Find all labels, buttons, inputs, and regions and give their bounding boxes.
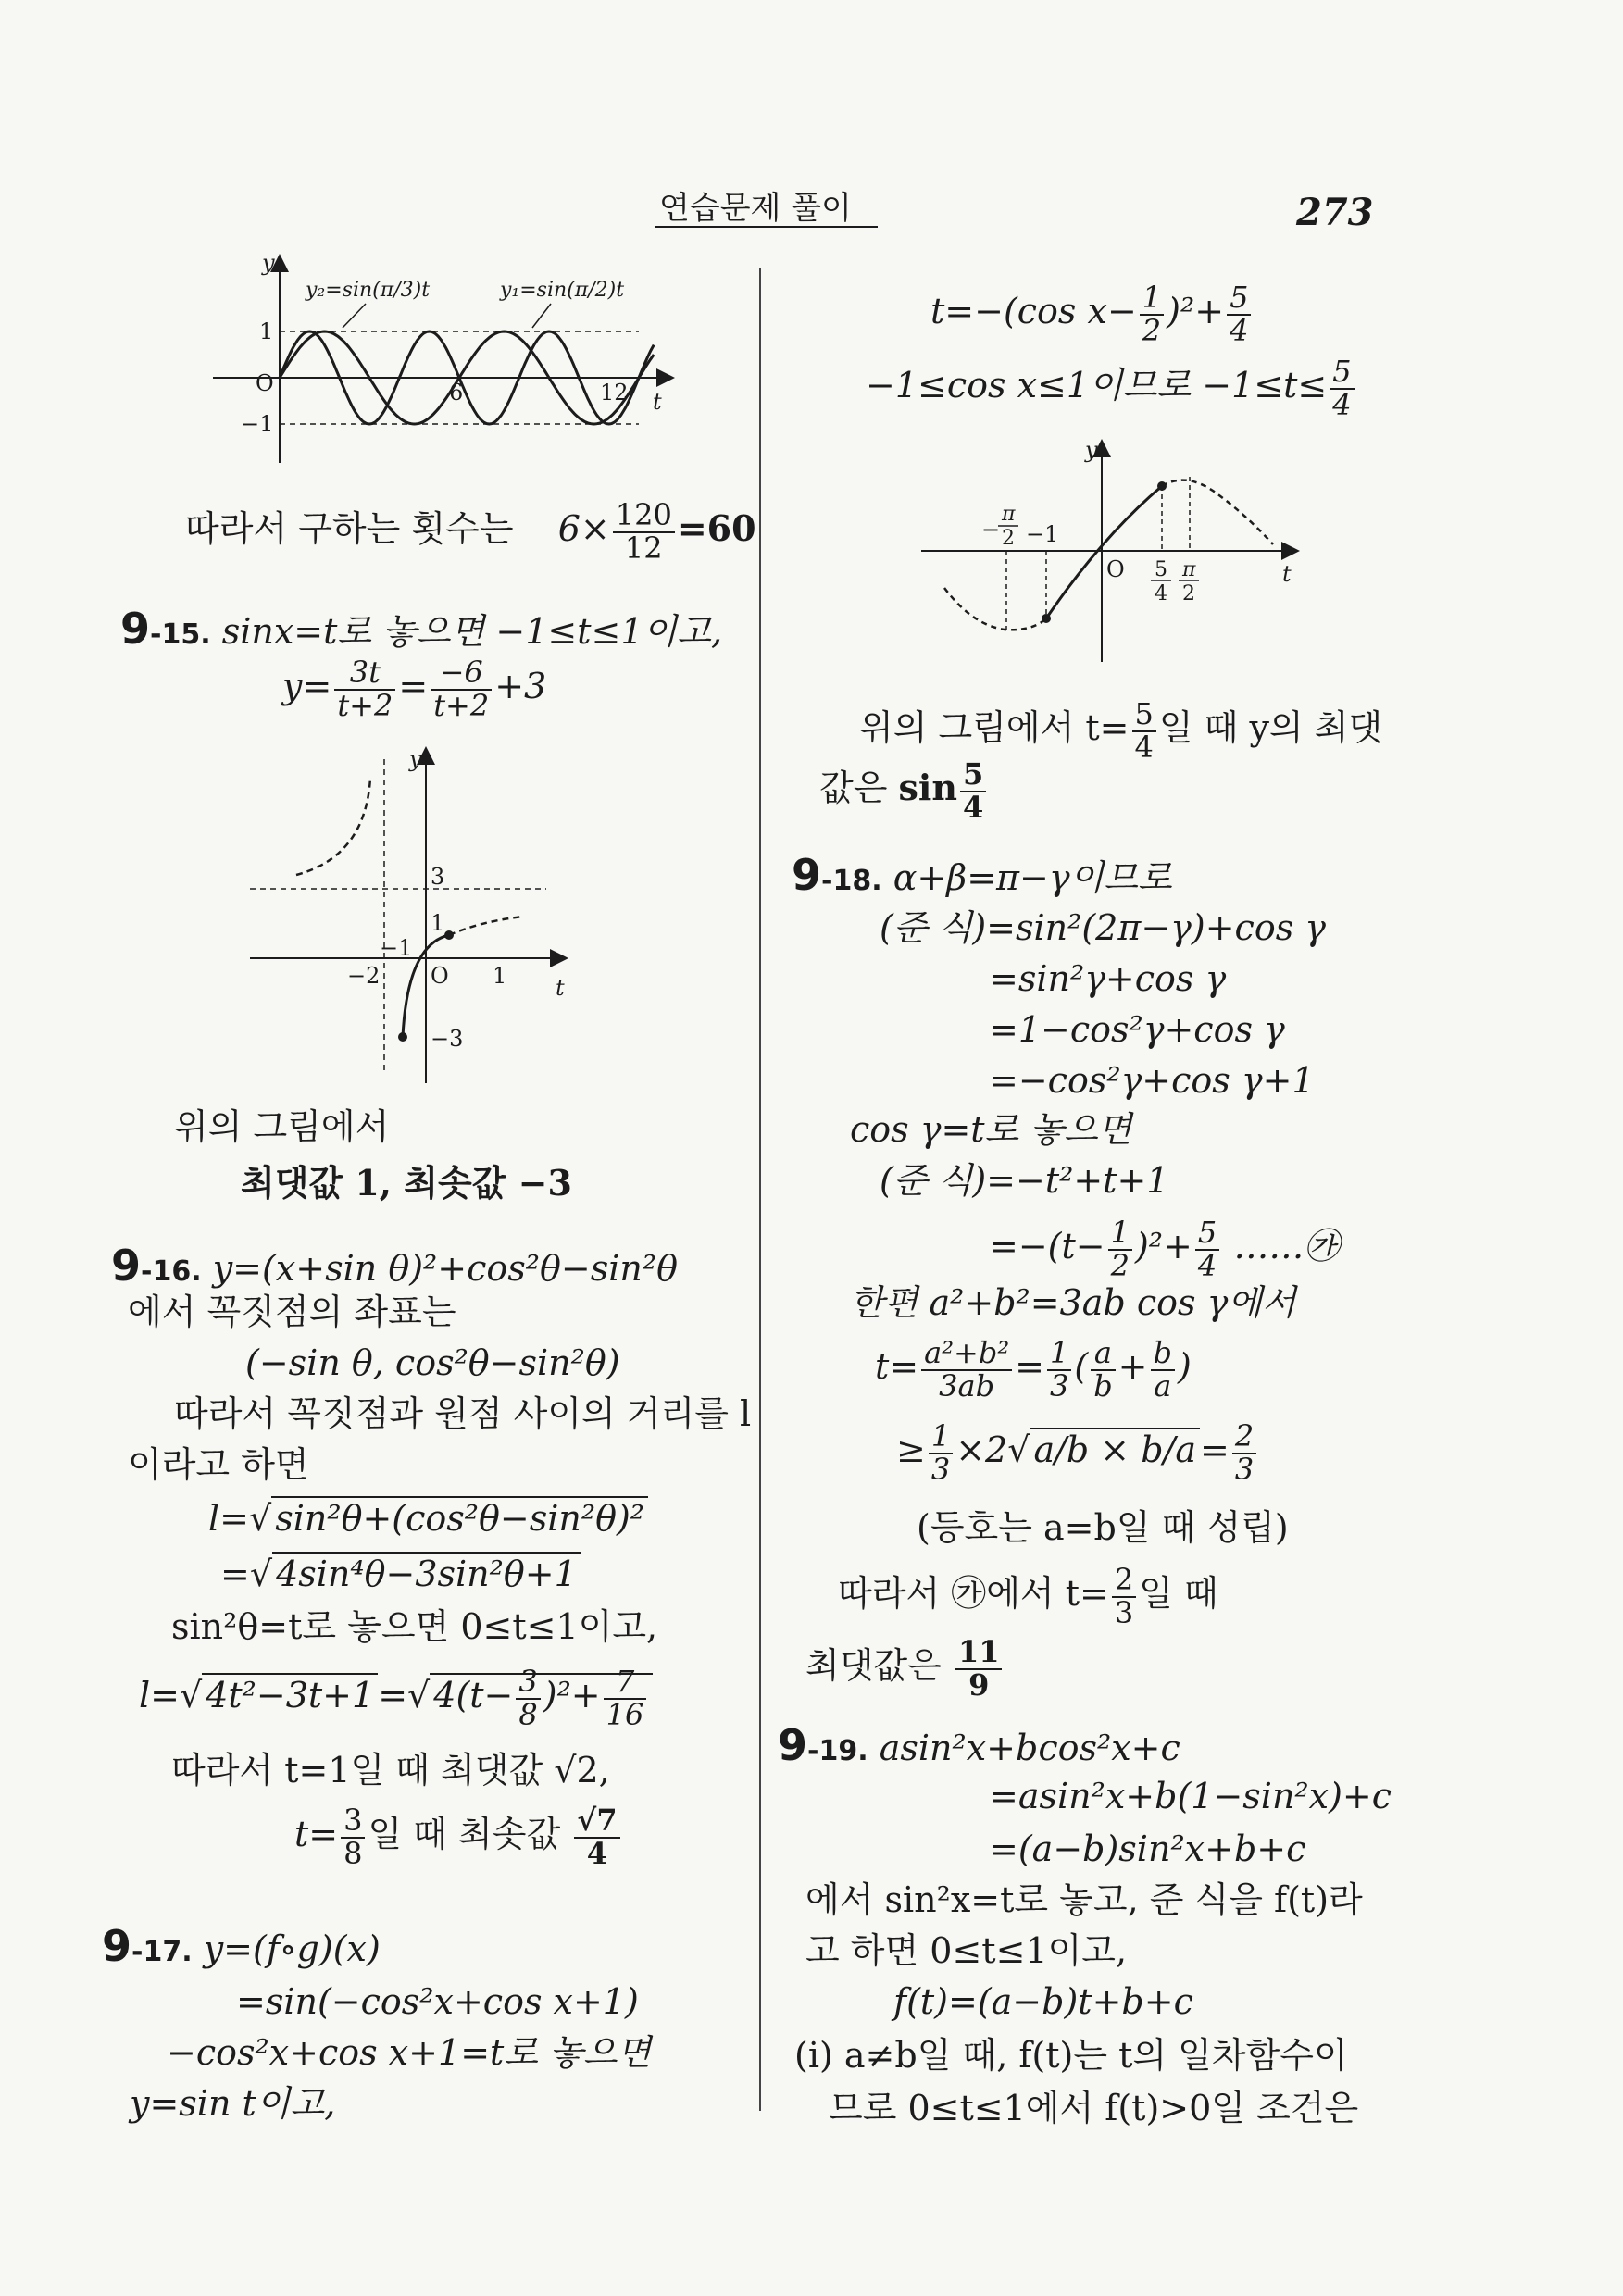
graph1-tick-6: 6 [449,380,464,406]
count-fraction: $\frac{120}{12}$ [613,500,675,564]
problem-9-18-l10: t= $\frac{\text{a²+b²}}{3ab}$ = $\frac{1}{3}$ ( $\frac{a}{b}$ + $\frac{b}{a}$ ) [875,1335,1192,1404]
problem-9-16-l2: =√ 4sin⁴θ−3sin²θ+1 [220,1554,581,1596]
problem-9-19-line6: f(t)=(a−b)t+b+c [893,1981,1193,2022]
problem-9-16-line3: (−sin θ, cos²θ−sin²θ) [245,1342,620,1383]
svg-text:−1: −1 [380,935,413,961]
problem-9-18-l13: 따라서 ㉮에서 t= $\frac{2}{3}$ 일 때 [838,1562,1218,1630]
svg-text:π: π [1002,503,1016,526]
svg-text:−2: −2 [347,963,381,989]
svg-text:y: y [1085,437,1098,463]
problem-9-18-line12: (등호는 a=b일 때 성립) [917,1507,1289,1548]
graph1-tick-12: 12 [600,380,629,406]
problem-9-18-line7: (준 식)=−t²+t+1 [880,1160,1169,1201]
problem-9-18-l14: 최댓값은 $\frac{11}{9}$ [805,1637,1005,1701]
svg-text:−1: −1 [1026,521,1059,547]
problem-9-16-line5: 이라고 하면 [128,1444,309,1485]
problem-9-15-fig-text: 위의 그림에서 [174,1106,390,1147]
problem-9-17-line4: y=sin t이고, [130,2083,336,2124]
page-number: 273 [1296,191,1374,234]
sine-wave-graph [204,250,685,463]
problem-9-17-r2: −1≤cos x≤1이므로 −1≤t≤ $\frac{5}{4}$ [866,356,1357,420]
graph1-label-y2: y₂=sin(π/3)t [306,279,431,302]
problem-9-17-line2: =sin(−cos²x+cos x+1) [236,1981,639,2022]
svg-text:1: 1 [431,910,445,936]
sine-dashed-right [1162,480,1273,544]
count-text: 따라서 구하는 횟수는 [185,508,514,550]
svg-text:2: 2 [1182,582,1195,605]
problem-9-18-line6: cos γ=t로 놓으면 [850,1109,1132,1150]
svg-text:O: O [431,963,449,989]
svg-text:2: 2 [1002,527,1015,550]
sine-solid [1046,486,1162,618]
header-underline [655,226,878,228]
problem-9-18-number: 9-18. [792,850,882,900]
problem-9-17-r3: 위의 그림에서 t= $\frac{5}{4}$ 일 때 y의 최댓 [859,696,1383,765]
problem-9-16-l11: t= $\frac{3}{8}$ 일 때 최솟값 $\frac{√7}{4}$ [294,1805,623,1869]
problem-9-19-line8: 므로 0≤t≤1에서 f(t)>0일 조건은 [829,2088,1359,2128]
graph1-t-label: t [653,389,662,415]
problem-9-16-l1: l=√ sin²θ+(cos²θ−sin²θ)² [208,1498,648,1541]
hyperbola-left-branch [296,778,370,875]
sine-dashed-left [944,588,1046,630]
hyperbola-right-branch-dashed [449,917,523,935]
svg-text:5: 5 [1155,558,1167,581]
svg-text:t: t [1282,561,1292,587]
problem-9-17-number: 9-17. [102,1921,193,1971]
problem-9-18-line1: 9-18. α+β=π−γ이므로 [792,850,1172,900]
problem-9-19-line3: =(a−b)sin²x+b+c [989,1828,1306,1869]
svg-text:−: − [981,517,1001,543]
problem-9-16-line1: 9-16. y=(x+sin θ)²+cos²θ−sin²θ [111,1241,678,1291]
column-divider [759,268,761,2111]
header-title: 연습문제 풀이 [659,190,852,227]
problem-9-16-line2: 에서 꼭짓점의 좌표는 [128,1292,456,1332]
svg-text:t: t [556,975,565,1001]
problem-9-19-line1: 9-19. asin²x+bcos²x+c [778,1720,1180,1770]
problem-9-18-line2: (준 식)=sin²(2π−γ)+cos γ [880,907,1326,948]
problem-9-16-line4: 따라서 꼭짓점과 원점 사이의 거리를 l [174,1393,752,1434]
svg-text:O: O [1106,556,1125,582]
problem-9-15-equation: y= $\frac{3t}{t+2}$ = $\frac{-6}{t+2}$ +3 [282,655,547,723]
problem-9-18-line3: =sin²γ+cos γ [989,958,1227,999]
problem-9-15-line1: 9-15. sinx=t로 놓으면 −1≤t≤1이고, [120,604,723,654]
svg-text:y: y [409,746,422,772]
problem-9-15-result: 최댓값 1, 최솟값 −3 [241,1162,572,1204]
problem-9-19-number: 9-19. [778,1720,868,1770]
graph1-origin: O [256,370,274,396]
problem-9-18-l11: ≥ $\frac{1}{3}$ ×2√ a/b × b/a = $\frac{2}{3}$ [896,1421,1259,1485]
count-result: =60 [677,507,756,550]
graph1-tick-neg1: −1 [241,411,274,437]
problem-9-19-line5: 고 하면 0≤t≤1이고, [805,1930,1128,1971]
problem-9-18-line9: 한편 a²+b²=3ab cos γ에서 [850,1282,1296,1323]
problem-9-16-line8: sin²θ=t로 놓으면 0≤t≤1이고, [171,1606,658,1647]
count-expr: 6× [557,508,610,550]
hyperbola-graph [241,741,574,1092]
problem-9-18-l8: =−(t− $\frac{1}{2}$ )²+ $\frac{5}{4}$ ……㉮ [989,1215,1340,1283]
problem-9-16-number: 9-16. [111,1241,202,1291]
problem-9-16-line10: 따라서 t=1일 때 최댓값 √2, [171,1750,610,1791]
svg-text:−3: −3 [431,1026,464,1052]
graph1-label-y1: y₁=sin(π/2)t [500,279,625,302]
problem-9-17-line1: 9-17. y=(f∘g)(x) [102,1921,381,1971]
graph1-tick-1: 1 [259,318,274,344]
problem-9-19-line4: 에서 sin²x=t로 놓고, 준 식을 f(t)라 [805,1879,1363,1920]
problem-9-19-line2: =asin²x+b(1−sin²x)+c [989,1776,1392,1816]
problem-9-17-r1: t=−(cos x− $\frac{1}{2}$ )²+ $\frac{5}{4}$ [930,282,1254,346]
problem-9-18-line5: =−cos²γ+cos γ+1 [989,1060,1315,1101]
sine-range-graph [917,435,1305,667]
svg-text:3: 3 [431,864,445,890]
problem-9-16-l3: l=√ 4t²−3t+1 =√ 4(t− $\frac{3}{8}$ )²+ $\frac{7}{16}$ [139,1666,653,1730]
svg-text:π: π [1182,558,1196,581]
problem-9-18-line4: =1−cos²γ+cos γ [989,1009,1285,1050]
svg-text:4: 4 [1155,582,1167,605]
graph1-y-label: y [262,250,275,276]
count-line [185,497,756,566]
problem-9-17-line3: −cos²x+cos x+1=t로 놓으면 [167,2032,652,2073]
problem-9-15-number: 9-15. [120,604,211,654]
svg-text:1: 1 [493,963,507,989]
problem-9-19-line7: (i) a≠b일 때, f(t)는 t의 일차함수이 [794,2035,1348,2076]
problem-9-17-r4: 값은 sin $\frac{5}{4}$ [819,759,989,823]
